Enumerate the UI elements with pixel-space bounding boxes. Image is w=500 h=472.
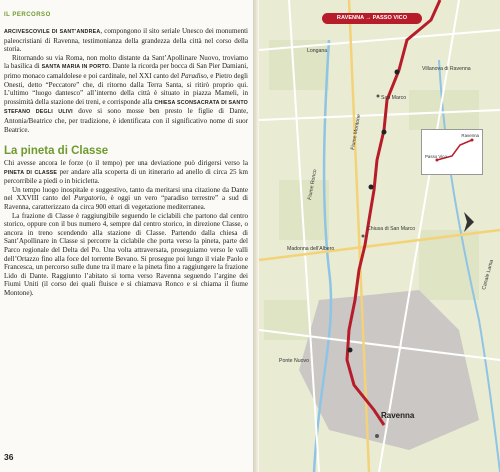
map-canvas <box>259 0 500 472</box>
place-longana: Longana <box>307 48 328 54</box>
italic-term: Paradiso <box>180 71 207 80</box>
route-badge: RAVENNA → PASSO VICO <box>322 13 422 24</box>
text-run: per andare alla scoperta di un itinerario ad anello di circa 25 km percorribile a piedi o in bicicletta. <box>4 167 248 186</box>
page-number: 36 <box>4 452 14 462</box>
section-paragraph-1 <box>4 159 248 186</box>
section-header: IL PERCORSO <box>4 12 51 18</box>
intro-text <box>4 27 248 134</box>
section-paragraph-3: La frazione di Classe è raggiungibile seguendo le ciclabili che partono dal centro storico, oppure con il bus numero 4, sempre dal centro storico, in direzione Classe, o ancora in treno scendendo alla stazione di Classe. Partendo dalla chiesa di Sant’Apollinare in Classe si percorre la ciclabile che porta verso la pineta, parte del Parco regionale del Delta del Po. Una volta attraversata, proseguiamo verso le valli dell’Ortazzo fino alla foce del torrente Bevano. Si prosegue poi lungo il viale Paolo e Francesca, un percorso sulle dune tra il mare e la pineta fino a raggiungere la frazione Lido di Dante. Raggiunto l’abitato si torna verso Ravenna seguendo l’argine dei Fiumi Uniti (il corso dei quali fluisce e si chiamava Ronco e si chiama il fiume Montone). <box>4 211 248 297</box>
inset-start-label: Passo Vico <box>425 154 447 159</box>
section-paragraph-2 <box>4 186 248 212</box>
text-run: , e Pietro degli Onesti, detto “Peccatore” che, di ritorno dalla Terra Santa, si ritirò proprio qui. L’ultimo “luogo dantesco” all’interno della città è situato in piazza Mameli, in prossimità della stazione dei treni, e corrisponde alla <box>4 71 248 106</box>
text-run: , è oggi un vero “paradiso terrestre” a sud di Ravenna, caratterizzato da circa 900 ettari di vegetazione mediterranea. <box>4 194 248 211</box>
river-label-montone: Fiume Montone <box>350 113 363 151</box>
inset-end-label: Ravenna <box>461 133 479 138</box>
intro-paragraph-2 <box>4 54 248 134</box>
place-ravenna: Ravenna <box>381 411 415 420</box>
text-run: , compongono il sito seriale Unesco dei monumenti paleocristiani di Ravenna, testimonianza della grandezza della città nel corso della storia. <box>4 27 249 54</box>
river-label-ronco: Fiume Ronco <box>307 168 319 201</box>
place-madonna: Madonna dell’Albero <box>287 246 335 252</box>
text-run: dove si sono mosse ben presto le figlie di Dante, Antonia/Beatrice che, per tradizione, è identificata con il significativo nome di suor Beatrice. <box>4 107 248 134</box>
text-run: Chi avesse ancora le forze (o il tempo) per una deviazione può dirigersi verso la <box>4 159 248 167</box>
text-run: . Dante la ricorda per bocca di San Pier Damiani, primo monaco camaldolese e poi cardinale, nel XXI canto del <box>4 62 248 80</box>
highlight-term: ARCIVESCOVILE DI SANT’ANDREA <box>4 29 101 35</box>
route-map <box>259 0 500 472</box>
route-inset <box>421 129 483 175</box>
text-run: Ritornando su via Roma, non molto distante da Sant’Apollinare Nuovo, troviamo la basilica di <box>4 53 248 71</box>
place-villanova: Villanova di Ravenna <box>422 66 471 72</box>
section-text <box>4 159 248 298</box>
highlight-term: PINETA DI CLASSE <box>4 169 58 176</box>
place-chiusa: Chiusa di San Marco <box>367 226 416 232</box>
place-ponte-nuovo: Ponte Nuovo <box>279 358 309 364</box>
text-run: Un tempo luogo inospitale e suggestivo, tanto da meritarsi una citazione da Dante nel XXVIII canto del <box>4 185 248 203</box>
intro-paragraph-1 <box>4 27 248 54</box>
section-title: La pineta di Classe <box>4 145 109 157</box>
place-san-marco: San Marco <box>381 95 407 101</box>
canal-label: Canale Lama <box>481 259 495 291</box>
highlight-term: SANTA MARIA IN PORTO <box>41 64 110 71</box>
highlight-term: CHIESA SCONSACRATA DI SANTO STEFANO DEGLI ULIVI <box>4 99 249 116</box>
italic-term: Purgatorio <box>74 194 106 203</box>
